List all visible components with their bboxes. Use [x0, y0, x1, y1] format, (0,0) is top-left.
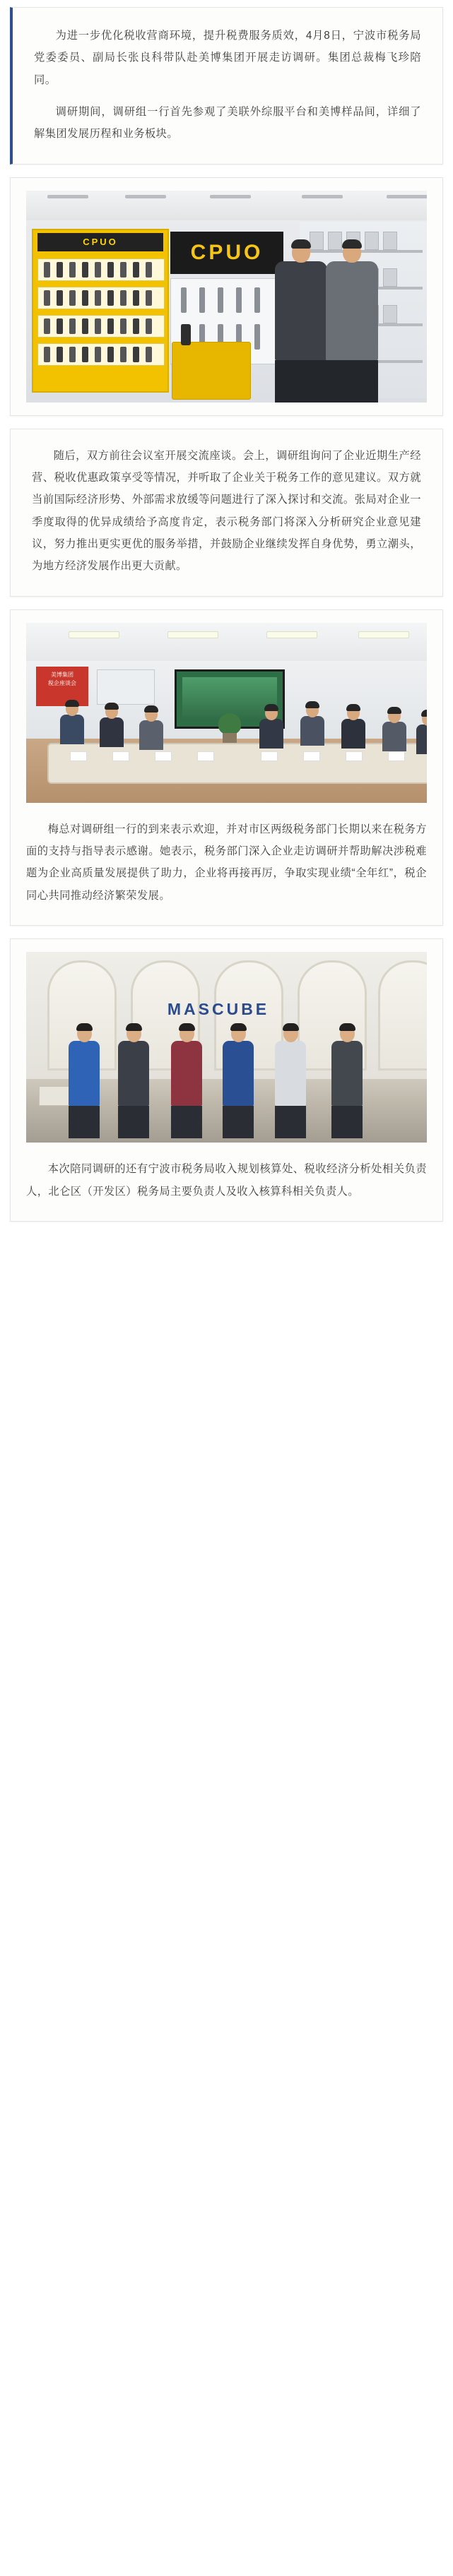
intro-paragraph-1: 为进一步优化税收营商环境，提升税费服务质效，4月8日，宁波市税务局党委委员、副局长张良科带队赴美博集团开展走访调研。集团总裁梅飞珍陪同。 — [34, 30, 421, 86]
attendee — [300, 703, 324, 746]
attendee — [416, 712, 427, 754]
brand-logo-panel — [170, 232, 283, 274]
attendee — [139, 708, 163, 750]
group-member — [275, 1025, 306, 1138]
ceiling-tile — [302, 195, 343, 198]
intro-paragraph-2: 调研期间，调研组一行首先参观了美联外综服平台和美博样品间，详细了解集团发展历程和业务板块。 — [34, 106, 421, 141]
photo-group-card — [10, 938, 443, 1222]
wall-banner-red: 美博集团 税企座谈会 — [36, 667, 88, 706]
intro-card — [10, 7, 443, 165]
ceiling-tile — [125, 195, 166, 198]
brand-logo-text: CPUO — [190, 240, 264, 264]
ceiling-tile — [387, 195, 427, 198]
closing-paragraph: 本次陪同调研的还有宁波市税务局收入规划核算处、税收经济分析处相关负责人，北仑区（开发区）税务局主要负责人及收入核算科相关负责人。 — [26, 1163, 427, 1198]
attendee — [382, 709, 406, 751]
meeting-paragraph: 梅总对调研组一行的到来表示欢迎，并对市区两级税务部门长期以来在税务方面的支持与指导表示感谢。她表示，税务部门深入企业走访调研并帮助解决涉税难题为企业高质量发展提供了助力，企业将再接再厉，争取实现业绩“全年红”，税企同心共同推动经济繁荣发展。 — [26, 823, 427, 902]
group-member — [223, 1025, 254, 1138]
potted-plant — [216, 712, 244, 744]
ceiling-tile — [210, 195, 251, 198]
person-host — [326, 242, 378, 402]
shelf-row — [37, 287, 165, 309]
person-torso — [326, 261, 378, 360]
group-member — [171, 1025, 202, 1138]
ceiling — [26, 623, 427, 661]
shelf-sign: CPUO — [37, 233, 163, 251]
arch-decoration — [378, 960, 427, 1071]
discussion-card — [10, 429, 443, 597]
person-torso — [275, 261, 327, 360]
attendee — [60, 702, 84, 744]
person-legs — [326, 360, 378, 402]
ceiling-tile — [47, 195, 88, 198]
person-visitor — [275, 242, 327, 402]
discussion-paragraph: 随后，双方前往会议室开展交流座谈。会上，调研组询问了企业近期生产经营、税收优惠政策享受等情况，并听取了企业关于税务工作的意见建议。双方就当前国际经济形势、外部需求放缓等问题进行了深入探讨和交流。张局对企业一季度取得的优异成绩给予高度肯定，表示税务部门将深入分析研究企业意见建议，努力推出更实更优的服务举措，并鼓励企业继续发挥自身优势，勇立潮头，为地方经济发展作出更大贡献。 — [32, 449, 421, 573]
person-head — [343, 242, 361, 263]
photo-meeting — [26, 623, 427, 803]
person-head — [292, 242, 310, 263]
company-brand-text: MASCUBE — [167, 1000, 270, 1019]
photo-group — [26, 952, 427, 1143]
tool-shelf-unit — [32, 229, 169, 393]
wall-banner-white — [97, 669, 155, 705]
shelf-row — [37, 343, 165, 366]
person-legs — [275, 360, 327, 402]
conference-table — [47, 743, 427, 784]
group-member — [118, 1025, 149, 1138]
photo-showroom — [26, 191, 427, 402]
photo-showroom-card — [10, 177, 443, 416]
display-machine — [172, 342, 251, 400]
shelf-row — [37, 258, 165, 281]
group-member — [69, 1025, 100, 1138]
shelf-row — [37, 315, 165, 338]
attendee — [100, 705, 124, 747]
attendee — [341, 706, 365, 749]
attendee — [259, 706, 283, 749]
photo-meeting-card — [10, 609, 443, 926]
group-member — [331, 1025, 363, 1138]
